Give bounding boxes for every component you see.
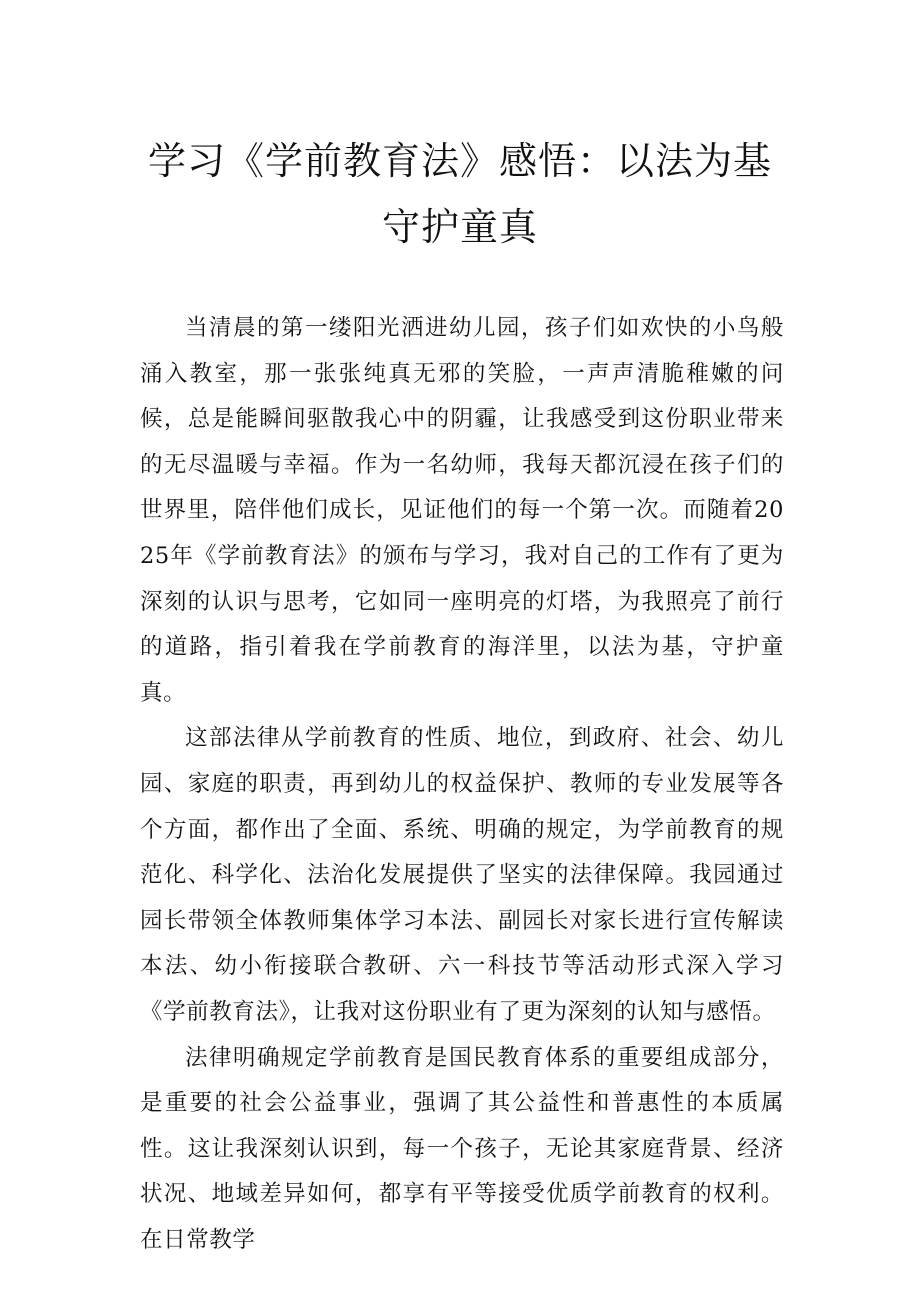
paragraph-2: 这部法律从学前教育的性质、地位，到政府、社会、幼儿园、家庭的职责，再到幼儿的权益保护、教师的专业发展等各个方面，都作出了全面、系统、明确的规定，为学前教育的规范化、科学化、法治化发展提供了坚实的法律保障。我园通过园长带领全体教师集体学习本法、副园长对家长进行宣传解读本法、幼小衔接联合教研、六一科技节等活动形式深入学习《学前教育法》，让我对这份职业有了更为深刻的认知与感悟。 [140, 725, 784, 1025]
document-title: 学习《学前教育法》感悟：以法为基守护童真 [147, 139, 772, 249]
document-body [140, 306, 784, 1253]
paragraph-3: 法律明确规定学前教育是国民教育体系的重要组成部分，是重要的社会公益事业，强调了其公益性和普惠性的本质属性。这让我深刻认识到，每一个孩子，无论其家庭背景、经济状况、地域差异如何，都享有平等接受优质学前教育的权利。在日常教学 [140, 1044, 784, 1253]
paragraph-1: 当清晨的第一缕阳光洒进幼儿园，孩子们如欢快的小鸟般涌入教室，那一张张纯真无邪的笑脸，一声声清脆稚嫩的问候，总是能瞬间驱散我心中的阴霾，让我感受到这份职业带来的无尽温暖与幸福。作为一名幼师，我每天都沉浸在孩子们的世界里，陪伴他们成长，见证他们的每一个第一次。而随着2025年《学前教育法》的颁布与学习，我对自己的工作有了更为深刻的认识与思考，它如同一座明亮的灯塔，为我照亮了前行的道路，指引着我在学前教育的海洋里，以法为基，守护童真。 [140, 315, 784, 706]
